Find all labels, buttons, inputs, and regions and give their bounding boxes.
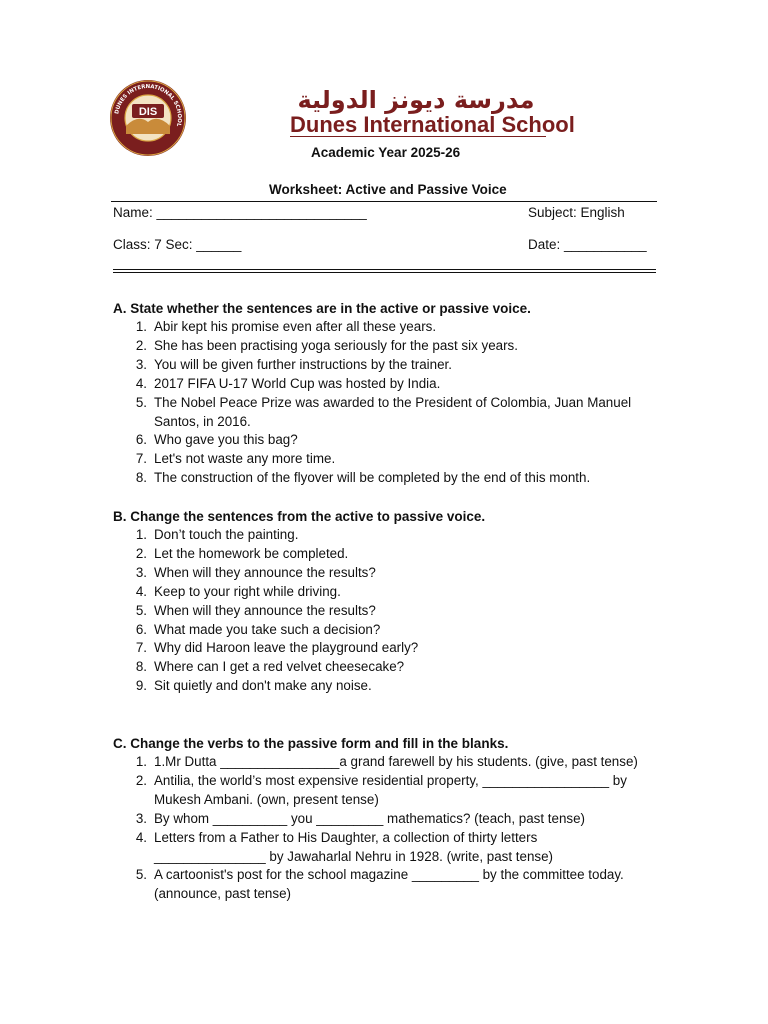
list-item	[131, 356, 631, 375]
item-text: When will they announce the results?	[154, 564, 376, 580]
item-text: Keep to your right while driving.	[154, 583, 341, 599]
list-item	[131, 866, 638, 904]
item-number: 8.	[135, 470, 147, 486]
item-text: Letters from a Father to His Daughter, a collection of thirty letters	[154, 829, 538, 845]
list-item	[131, 318, 631, 337]
list-item	[131, 753, 638, 772]
list-item	[131, 450, 631, 469]
list-item	[131, 545, 418, 564]
info-divider-top	[113, 269, 656, 270]
item-text: What made you take such a decision?	[154, 621, 381, 637]
item-text: Don’t touch the painting.	[154, 527, 299, 542]
item-text: Let's not waste any more time.	[154, 451, 336, 467]
item-text: Antilia, the world’s most expensive residential property, _________________ by	[154, 772, 627, 788]
item-text: Why did Haroon leave the playground early?	[154, 640, 419, 656]
item-text: Santos, in 2016.	[154, 413, 251, 429]
list-item	[131, 772, 638, 810]
school-logo	[108, 78, 188, 158]
item-number: 7.	[135, 640, 147, 656]
subject-field: Subject: English	[528, 205, 625, 220]
list-item	[131, 526, 418, 545]
section-b-list	[131, 526, 418, 696]
item-number: 2.	[135, 545, 147, 561]
list-item	[131, 621, 418, 640]
item-text: _______________ by Jawaharlal Nehru in 1928. (write, past tense)	[154, 848, 554, 864]
item-text: By whom __________ you _________ mathematics? (teach, past tense)	[154, 810, 586, 826]
list-item	[131, 469, 631, 488]
title-divider	[111, 201, 657, 202]
item-number: 7.	[135, 451, 147, 467]
item-number: 3.	[135, 356, 147, 372]
item-number: 5.	[135, 867, 147, 883]
list-item	[131, 677, 418, 696]
arabic-school-name: مدرسة ديونز الدولية	[297, 86, 535, 114]
item-text: 2017 FIFA U-17 World Cup was hosted by India.	[154, 375, 441, 391]
item-text: You will be given further instructions by the trainer.	[154, 356, 452, 372]
item-text: When will they announce the results?	[154, 602, 376, 618]
item-text: Who gave you this bag?	[154, 432, 298, 448]
item-number: 2.	[135, 772, 147, 788]
item-number: 3.	[135, 810, 147, 826]
item-number: 1.	[135, 319, 147, 334]
list-item	[131, 810, 638, 829]
list-item	[131, 337, 631, 356]
date-field: Date: ___________	[528, 237, 647, 252]
item-number: 1.	[135, 527, 147, 542]
item-number: 6.	[135, 432, 147, 448]
list-item	[131, 658, 418, 677]
svg-text:DIS: DIS	[138, 106, 158, 118]
list-item	[131, 375, 631, 394]
list-item	[131, 602, 418, 621]
item-number: 2.	[135, 337, 147, 353]
item-number: 4.	[135, 375, 147, 391]
list-item	[131, 431, 631, 450]
item-number: 4.	[135, 829, 147, 845]
item-text: A cartoonist's post for the school magazine _________ by the committee today.	[154, 867, 624, 883]
item-text: (announce, past tense)	[154, 886, 291, 902]
item-number: 8.	[135, 659, 147, 675]
item-text: She has been practising yoga seriously for the past six years.	[154, 337, 518, 353]
item-text: Abir kept his promise even after all these years.	[154, 319, 437, 334]
item-text: Mukesh Ambani. (own, present tense)	[154, 791, 379, 807]
list-item	[131, 639, 418, 658]
section-b-title: B. Change the sentences from the active to passive voice.	[113, 509, 486, 524]
list-item	[131, 564, 418, 583]
section-a-list	[131, 318, 631, 488]
item-number: 9.	[135, 678, 147, 694]
item-number: 4.	[135, 583, 147, 599]
item-number: 3.	[135, 564, 147, 580]
name-field: Name: ____________________________	[113, 205, 367, 220]
item-text: Where can I get a red velvet cheesecake?	[154, 659, 405, 675]
list-item	[131, 583, 418, 602]
item-text: Let the homework be completed.	[154, 545, 349, 561]
class-field: Class: 7 Sec: ______	[113, 237, 242, 252]
section-a-title: A. State whether the sentences are in the active or passive voice.	[113, 301, 531, 316]
item-number: 5.	[135, 602, 147, 618]
school-name-underline	[290, 136, 546, 137]
list-item	[131, 394, 631, 432]
section-c-list	[131, 753, 638, 904]
item-number: 5.	[135, 394, 147, 410]
info-divider-bottom	[113, 272, 656, 273]
academic-year: Academic Year 2025-26	[311, 145, 461, 160]
school-name: Dunes International School	[290, 112, 575, 137]
item-text: The Nobel Peace Prize was awarded to the President of Colombia, Juan Manuel	[154, 394, 632, 410]
item-text: 1.Mr Dutta ________________a grand farewell by his students. (give, past tense)	[154, 754, 638, 769]
section-c-title: C. Change the verbs to the passive form and fill in the blanks.	[113, 736, 509, 751]
item-text: The construction of the flyover will be completed by the end of this month.	[154, 470, 591, 486]
item-text: Sit quietly and don't make any noise.	[154, 678, 372, 694]
worksheet-title: Worksheet: Active and Passive Voice	[269, 182, 507, 197]
item-number: 1.	[135, 754, 147, 769]
list-item	[131, 829, 638, 867]
item-number: 6.	[135, 621, 147, 637]
logo-ring-text: DUNES INTERNATIONAL SCHOOL	[114, 83, 183, 127]
